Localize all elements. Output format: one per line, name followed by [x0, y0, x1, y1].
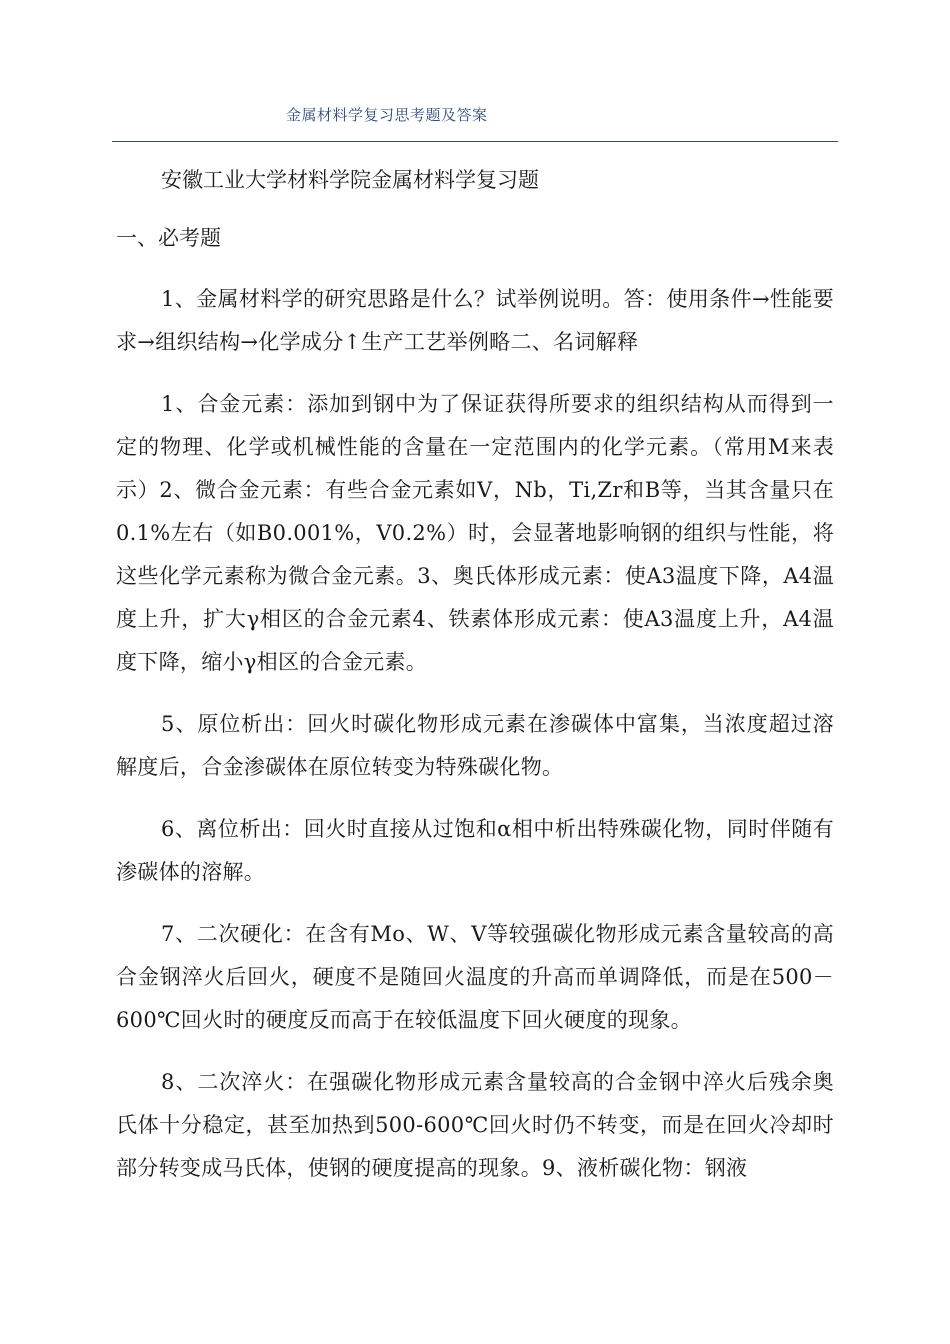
paragraph-secondary-hardening: 7、二次硬化：在含有Mo、W、V等较强碳化物形成元素含量较高的高合金钢淬火后回火，硬度不是随回火温度的升高而单调降低，而是在500－600℃回火时的硬度反而高于在较低温度下回火硬度的现象。 [116, 922, 834, 1032]
running-header: 金属材料学复习思考题及答案 [286, 106, 488, 124]
paragraph-alloy-elements: 1、合金元素：添加到钢中为了保证获得所要求的组织结构从而得到一定的物理、化学或机械性能的含量在一定范围内的化学元素。（常用M来表示）2、微合金元素：有些合金元素如V，Nb，Ti,Zr和B等，当其含量只在0.1%左右（如B0.001%，V0.2%）时，会显著地影响钢的组织与性能，将这些化学元素称为微合金元素。3、奥氏体形成元素：使A3温度下降，A4温度上升，扩大γ相区的合金元素4、铁素体形成元素：使A3温度上升，A4温度下降，缩小γ相区的合金元素。 [116, 392, 834, 674]
paragraph-secondary-quenching: 8、二次淬火：在强碳化物形成元素含量较高的合金钢中淬火后残余奥氏体十分稳定，甚至加热到500-600℃回火时仍不转变，而是在回火冷却时部分转变成马氏体，使钢的硬度提高的现象。9、液析碳化物：钢液 [116, 1070, 834, 1180]
paragraph-in-situ-precipitation: 5、原位析出：回火时碳化物形成元素在渗碳体中富集，当浓度超过溶解度后，合金渗碳体在原位转变为特殊碳化物。 [116, 712, 834, 779]
document-body [116, 158, 834, 1209]
document-title: 安徽工业大学材料学院金属材料学复习题 [161, 168, 539, 192]
section-heading: 一、必考题 [116, 226, 221, 250]
header-divider [112, 141, 838, 142]
paragraph-separate-precipitation: 6、离位析出：回火时直接从过饱和α相中析出特殊碳化物，同时伴随有渗碳体的溶解。 [116, 817, 834, 884]
paragraph-research-approach: 1、金属材料学的研究思路是什么？试举例说明。答：使用条件→性能要求→组织结构→化学成分↑生产工艺举例略二、名词解释 [116, 287, 834, 354]
